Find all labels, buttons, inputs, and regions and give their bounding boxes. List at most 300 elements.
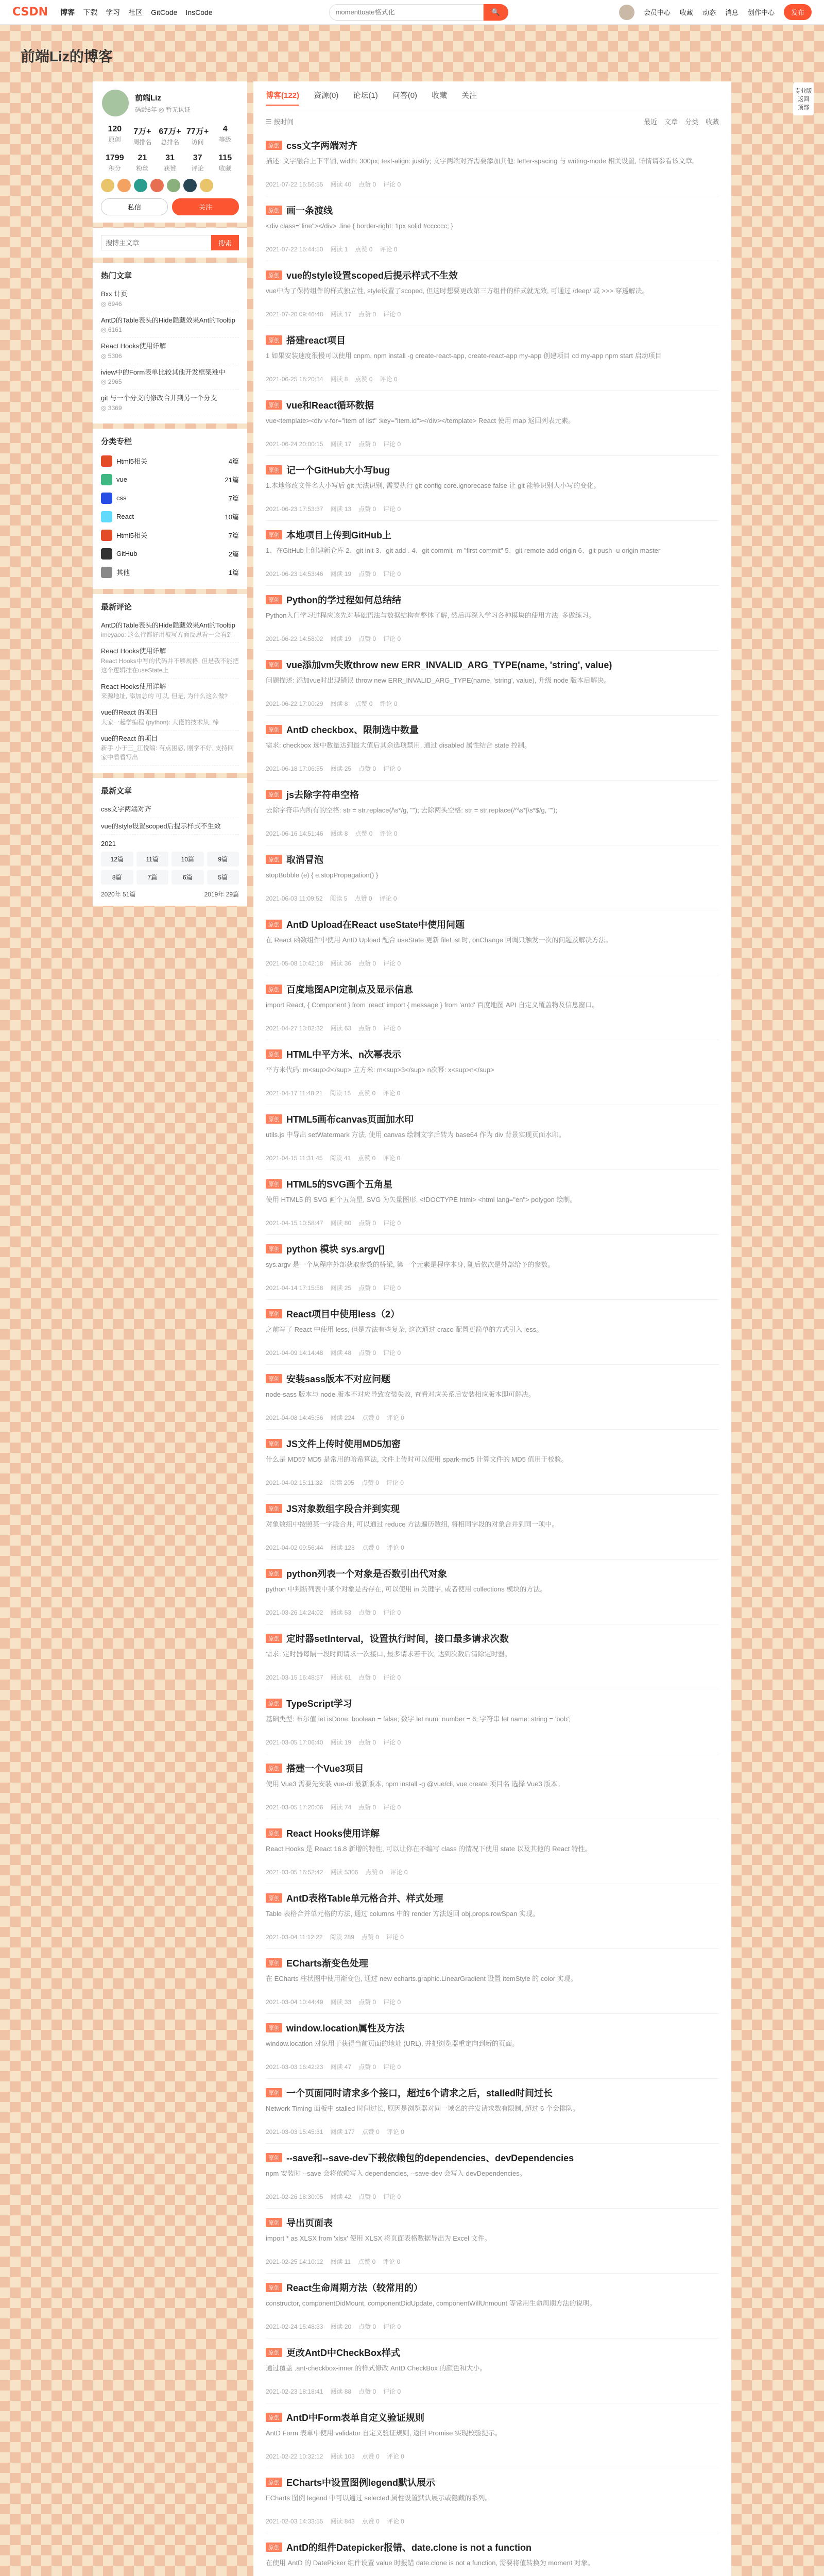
article-title[interactable]: React生命周期方法（较常用的） (286, 2283, 423, 2293)
article-date: 2021-03-03 15:45:31 (266, 2128, 323, 2136)
stat-label: 原创 (108, 136, 121, 143)
article-date: 2021-03-15 16:48:57 (266, 1674, 323, 1681)
badge-icon[interactable] (150, 179, 164, 192)
article-comments: 评论 0 (386, 1414, 404, 1421)
follow-button[interactable]: 关注 (172, 198, 239, 215)
article-comments: 评论 0 (386, 2453, 404, 2460)
article-item[interactable] (266, 131, 719, 196)
article-likes: 点赞 0 (355, 376, 373, 383)
message-button[interactable]: 私信 (101, 198, 168, 215)
comment-text: imeyaoo: 这么行都好用被写方面反思看一会看到 (101, 631, 233, 638)
badge-icon[interactable] (117, 179, 131, 192)
comment-item[interactable] (101, 617, 239, 643)
article-item[interactable] (266, 521, 719, 586)
article-desc: vue中为了保持组件的样式独立性, style设置了scoped, 但这时想要更改第三方组件的样式就无效, 可通过 /deep/ 或 >>> 穿透解决。 (266, 287, 649, 295)
nav-link[interactable]: GitCode (151, 8, 178, 16)
article-item[interactable] (266, 2079, 719, 2144)
article-title[interactable]: ECharts中设置图例legend默认展示 (286, 2478, 436, 2488)
comment-text: React Hooks中写的代码并不够规格, 但是我不能把这个逻辑挂在useState上 (101, 657, 239, 674)
article-likes: 点赞 0 (358, 1349, 376, 1357)
article-item[interactable] (266, 391, 719, 456)
badge-icon[interactable] (134, 179, 147, 192)
side-tool[interactable]: 返回 (798, 96, 809, 103)
sub-tab[interactable]: 分类 (684, 118, 698, 126)
category-name: Html5相关 (116, 532, 147, 539)
article-item[interactable] (266, 1170, 719, 1235)
article-comments: 评论 0 (380, 830, 398, 837)
category-count: 2篇 (228, 550, 239, 558)
sub-tab[interactable]: 文章 (664, 118, 678, 126)
article-date: 2021-02-03 14:33:55 (266, 2518, 323, 2525)
article-desc: vue<template><div v-for="item of list" :key="item.id"></div></template> React 使用 map 返回列表元素。 (266, 417, 575, 425)
category-name: Html5相关 (116, 457, 147, 465)
article-views: 阅读 11 (330, 2258, 351, 2265)
profile-sub: 码龄6年 ◎ 暂无认证 (135, 106, 191, 113)
category-item[interactable] (101, 563, 239, 582)
profile-stats (101, 125, 239, 146)
sort-by-time[interactable]: ☰ 按时间 (266, 118, 294, 126)
article-likes: 点赞 0 (358, 1998, 376, 2006)
latest-article-item[interactable]: vue的style设置scoped后提示样式不生效 (101, 818, 239, 835)
stat-item[interactable] (101, 154, 129, 173)
article-head (266, 2216, 719, 2229)
article-desc: utils.js 中导出 setWatermark 方法, 使用 canvas 绘制文字后转为 base64 作为 div 背景实现页面水印。 (266, 1131, 565, 1139)
stat-number: 77万+ (186, 127, 209, 136)
global-search-input[interactable] (329, 4, 484, 21)
article-title[interactable]: AntD表格Table单元格合并、样式处理 (286, 1893, 443, 1904)
article-likes: 点赞 0 (358, 765, 376, 772)
side-tool[interactable]: 专业版 (795, 88, 812, 94)
article-meta (266, 1413, 719, 1422)
sub-tabs (266, 111, 719, 131)
article-head (266, 268, 719, 282)
article-views: 阅读 74 (330, 1804, 352, 1811)
article-item[interactable] (266, 910, 719, 975)
article-desc: 在使用 AntD 的 DatePicker 组件设置 value 时报错 date.clone is not a function, 需要将值转换为 moment 对象。 (266, 2559, 594, 2567)
toolbar-link[interactable]: 收藏 (679, 9, 693, 16)
article-item[interactable] (266, 1430, 719, 1495)
stat-item[interactable] (184, 125, 212, 146)
latest-article-item[interactable]: css文字两端对齐 (101, 801, 239, 818)
csdn-logo[interactable]: CSDN (12, 6, 48, 19)
article-title[interactable]: AntD的组件Datepicker报错、date.clone is not a function (286, 2543, 532, 2553)
article-views: 阅读 48 (330, 1349, 352, 1357)
comment-article: vue的React 的项目 (101, 708, 158, 716)
article-comments: 评论 0 (383, 505, 401, 513)
article-date: 2021-02-23 18:18:41 (266, 2388, 323, 2395)
hot-article-item[interactable] (101, 338, 239, 364)
article-desc: 问题描述: 添加vue时出现错误 throw new ERR_INVALID_ARG_TYPE(name, 'string', value), 升级 node 版本后解决。 (266, 676, 611, 684)
article-title[interactable]: React Hooks使用详解 (286, 1828, 380, 1839)
content-tab[interactable]: 资源(0) (314, 91, 339, 100)
article-item[interactable] (266, 1365, 719, 1430)
publish-button[interactable]: 发布 (784, 4, 812, 20)
hot-article-item[interactable] (101, 286, 239, 312)
article-title[interactable]: AntD checkbox、限制选中数量 (286, 725, 419, 735)
article-title[interactable]: 记一个GitHub大小写bug (286, 465, 390, 476)
profile-avatar[interactable] (101, 89, 130, 117)
article-title[interactable]: --save和--save-dev下载依赖包的dependencies、devDependencies (286, 2153, 574, 2163)
article-likes: 点赞 0 (358, 505, 376, 513)
category-left (101, 511, 134, 522)
article-views: 阅读 8 (330, 376, 348, 383)
article-desc: 1 如果安装速度很慢可以使用 cnpm, npm install -g create-react-app, create-react-app my-app 创建项目 cd my-app npm start 启动项目 (266, 352, 662, 360)
stat-item[interactable] (129, 125, 157, 146)
stat-item[interactable] (211, 125, 239, 146)
article-meta (266, 1673, 719, 1682)
article-desc: 需求: checkbox 选中数量达到最大值后其余选项禁用, 通过 disabled 属性结合 state 控制。 (266, 741, 531, 749)
article-title[interactable]: Python的学过程如何总结结 (286, 595, 401, 605)
article-title[interactable]: React项目中使用less（2） (286, 1309, 400, 1319)
article-item[interactable] (266, 1040, 719, 1105)
article-item[interactable] (266, 845, 719, 910)
article-item[interactable] (266, 1624, 719, 1689)
article-head (266, 2540, 719, 2554)
article-item[interactable] (266, 1949, 719, 2014)
article-comments: 评论 0 (383, 570, 401, 578)
article-head (266, 2151, 719, 2164)
article-title[interactable]: 导出页面表 (286, 2218, 333, 2228)
article-desc: 通过覆盖 .ant-checkbox-inner 的样式修改 AntD CheckBox 的颜色和大小。 (266, 2364, 487, 2372)
badge-icon[interactable] (101, 179, 114, 192)
stat-item[interactable] (129, 154, 157, 173)
article-likes: 点赞 0 (358, 1090, 376, 1097)
stat-number: 4 (222, 125, 228, 133)
article-item[interactable] (266, 716, 719, 781)
article-title[interactable]: HTML5画布canvas页面加水印 (286, 1114, 414, 1125)
stat-number: 115 (218, 154, 232, 162)
article-views: 阅读 53 (330, 1609, 352, 1616)
stat-item[interactable] (211, 154, 239, 173)
article-meta (266, 1543, 719, 1552)
article-item[interactable] (266, 2468, 719, 2533)
hot-article-title: iview中的Form表单比较其他开发框架难中 (101, 368, 226, 376)
article-meta (266, 1154, 719, 1162)
article-head (266, 1307, 719, 1320)
article-title[interactable]: 百度地图API定制点及显示信息 (286, 985, 414, 995)
article-head (266, 1502, 719, 1515)
archive-year-item[interactable]: 2019年 29篇 (204, 891, 239, 898)
article-head (266, 2476, 719, 2489)
stat-item[interactable] (156, 125, 184, 146)
article-item[interactable] (266, 326, 719, 391)
category-name: React (116, 513, 134, 520)
category-left (101, 493, 127, 504)
article-views: 阅读 33 (330, 1998, 352, 2006)
archive-month[interactable]: 10篇 (171, 852, 204, 867)
article-date: 2021-02-22 10:32:12 (266, 2453, 323, 2460)
category-item[interactable] (101, 489, 239, 507)
article-date: 2021-06-24 20:00:15 (266, 440, 323, 448)
article-desc: 1.本地修改文件名大小写后 git 无法识别, 需要执行 git config core.ignorecase false 让 git 能够识别大小写的变化。 (266, 482, 600, 489)
article-comments: 评论 0 (383, 1284, 401, 1292)
article-title[interactable]: ECharts渐变色处理 (286, 1958, 369, 1969)
article-comments: 评论 0 (383, 2193, 401, 2200)
article-title[interactable]: vue和React循环数据 (286, 400, 374, 411)
article-item[interactable] (266, 2274, 719, 2338)
article-item[interactable] (266, 586, 719, 651)
comment-item[interactable] (101, 679, 239, 705)
article-item[interactable] (266, 1495, 719, 1560)
comment-item[interactable] (101, 704, 239, 731)
article-likes: 点赞 0 (358, 635, 376, 642)
article-tag: 原创 (266, 1699, 282, 1708)
article-title[interactable]: 更改AntD中CheckBox样式 (286, 2348, 401, 2358)
article-tag: 原创 (266, 400, 282, 410)
article-item[interactable] (266, 781, 719, 845)
article-item[interactable] (266, 1689, 719, 1754)
article-tag: 原创 (266, 2023, 282, 2032)
article-desc: Table 表格合并单元格的方法, 通过 columns 中的 render 方法返回 obj.props.rowSpan 实现。 (266, 1910, 539, 1918)
article-item[interactable] (266, 1754, 719, 1819)
category-item[interactable] (101, 507, 239, 526)
article-item[interactable] (266, 651, 719, 716)
sub-tab[interactable]: 收藏 (705, 118, 719, 126)
article-item[interactable] (266, 456, 719, 521)
article-title[interactable]: css文字两端对齐 (286, 141, 358, 151)
article-item[interactable] (266, 1560, 719, 1624)
nav-link[interactable]: InsCode (185, 8, 213, 16)
archive-month[interactable]: 5篇 (207, 870, 239, 885)
article-tag: 原创 (266, 2348, 282, 2357)
article-head (266, 788, 719, 801)
archive-grid (101, 852, 239, 885)
sub-tab[interactable]: 最近 (643, 118, 657, 126)
category-left (101, 530, 147, 541)
article-title[interactable]: TypeScript学习 (286, 1699, 352, 1709)
blog-search-input[interactable] (101, 235, 211, 250)
article-meta (266, 569, 719, 578)
article-views: 阅读 19 (330, 635, 352, 642)
article-meta (266, 375, 719, 383)
hot-articles-card (93, 263, 247, 423)
article-item[interactable] (266, 196, 719, 261)
article-tag: 原创 (266, 725, 282, 734)
article-comments: 评论 0 (386, 2518, 404, 2525)
article-title[interactable]: 定时器setInterval，设置执行时间，接口最多请求次数 (286, 1634, 509, 1644)
article-item[interactable] (266, 1300, 719, 1365)
article-item[interactable] (266, 2014, 719, 2079)
badge-icon[interactable] (167, 179, 180, 192)
article-views: 阅读 15 (330, 1090, 351, 1097)
article-title[interactable]: 画一条渡线 (286, 206, 333, 216)
hot-article-item[interactable] (101, 390, 239, 416)
category-icon (101, 493, 112, 504)
article-title[interactable]: AntD中Form表单自定义验证规则 (286, 2413, 424, 2423)
article-likes: 点赞 0 (358, 2388, 376, 2395)
article-date: 2021-06-23 17:53:37 (266, 505, 323, 513)
article-title[interactable]: window.location属性及方法 (286, 2023, 405, 2033)
article-meta (266, 1933, 719, 1941)
article-comments: 评论 0 (383, 765, 401, 772)
article-item[interactable] (266, 1105, 719, 1170)
archive-month[interactable]: 8篇 (101, 870, 133, 885)
article-head (266, 204, 719, 217)
article-meta (266, 634, 719, 643)
article-title[interactable]: 搭建react项目 (286, 335, 346, 346)
toolbar-link[interactable]: 消息 (725, 9, 739, 16)
hot-article-item[interactable] (101, 312, 239, 338)
article-date: 2021-04-14 17:15:58 (266, 1284, 323, 1292)
article-meta (266, 1283, 719, 1292)
hot-article-item[interactable] (101, 364, 239, 391)
article-title[interactable]: JS文件上传时使用MD5加密 (286, 1439, 401, 1449)
profile-card (93, 81, 247, 223)
article-item[interactable] (266, 2144, 719, 2209)
stat-item[interactable] (156, 154, 184, 173)
article-title[interactable]: AntD Upload在React useState中使用问题 (286, 920, 465, 930)
nav-link[interactable]: 下载 (83, 8, 98, 16)
article-desc: stopBubble (e) { e.stopPropagation() } (266, 871, 379, 879)
category-icon (101, 474, 112, 485)
article-views: 阅读 61 (330, 1674, 352, 1681)
stat-item[interactable] (184, 154, 212, 173)
article-tag: 原创 (266, 465, 282, 474)
article-item[interactable] (266, 1235, 719, 1300)
article-desc: 在 React 函数组件中使用 AntD Upload 配合 useState 更新 fileList 时, onChange 回调只触发一次的问题及解决方法。 (266, 936, 612, 944)
nav-link[interactable]: 学习 (106, 8, 121, 16)
article-likes: 点赞 0 (358, 311, 376, 318)
archive-month[interactable]: 6篇 (171, 870, 204, 885)
article-views: 阅读 19 (330, 1739, 352, 1746)
article-head (266, 1891, 719, 1905)
article-title[interactable]: HTML5的SVG画个五角星 (286, 1179, 393, 1190)
blog-search-button[interactable]: 搜索 (211, 235, 239, 250)
article-views: 阅读 88 (330, 2388, 352, 2395)
side-tool[interactable]: 顶部 (798, 105, 809, 111)
stat-label: 周排名 (133, 139, 152, 146)
article-head (266, 1047, 719, 1061)
article-head (266, 1372, 719, 1385)
article-desc: 使用 HTML5 的 SVG 画个五角星, SVG 为矢量图形, <!DOCTYPE html> <html lang="en"> polygon 绘制。 (266, 1196, 577, 1204)
article-comments: 评论 0 (380, 246, 398, 253)
hot-article-title: git 与一个分支的修改合并到另一个分支 (101, 394, 217, 402)
article-item[interactable] (266, 2338, 719, 2403)
article-title[interactable]: 取消冒泡 (286, 855, 323, 865)
article-item[interactable] (266, 1884, 719, 1949)
article-title[interactable]: python 模块 sys.argv[] (286, 1244, 385, 1255)
stat-number: 31 (165, 154, 175, 162)
article-tag: 原创 (266, 1179, 282, 1189)
toolbar-link[interactable]: 动态 (702, 9, 716, 16)
toolbar-link[interactable]: 创作中心 (747, 9, 775, 16)
toolbar-link[interactable]: 会员中心 (643, 9, 671, 16)
article-comments: 评论 0 (386, 2128, 404, 2136)
article-item[interactable] (266, 2209, 719, 2274)
article-item[interactable] (266, 2533, 719, 2576)
category-item[interactable] (101, 545, 239, 563)
article-comments: 评论 0 (383, 2388, 401, 2395)
article-meta (266, 959, 719, 968)
article-comments: 评论 0 (383, 960, 401, 967)
category-item[interactable] (101, 526, 239, 545)
article-title[interactable]: js去除字符串空格 (286, 790, 359, 800)
top-nav (60, 7, 221, 18)
article-date: 2021-04-15 10:58:47 (266, 1219, 323, 1227)
article-desc: import * as XLSX from 'xlsx' 使用 XLSX 将页面表格数据导出为 Excel 文件。 (266, 2234, 491, 2242)
category-item[interactable] (101, 452, 239, 470)
archive-month[interactable]: 12篇 (101, 852, 133, 867)
user-avatar[interactable] (619, 5, 634, 20)
article-title[interactable]: 搭建一个Vue3项目 (286, 1764, 364, 1774)
archive-month[interactable]: 11篇 (136, 852, 169, 867)
stat-item[interactable] (101, 125, 129, 146)
article-meta (266, 1089, 719, 1097)
content-tab[interactable]: 关注 (461, 91, 477, 100)
category-left (101, 567, 130, 578)
nav-link[interactable]: 社区 (128, 8, 143, 16)
comment-item[interactable] (101, 731, 239, 766)
article-item[interactable] (266, 975, 719, 1040)
article-item[interactable] (266, 261, 719, 326)
article-meta (266, 439, 719, 448)
content-tab[interactable]: 论坛(1) (353, 91, 378, 100)
article-comments: 评论 0 (383, 1674, 401, 1681)
article-desc: python 中判断列表中某个对象是否存在, 可以使用 in 关键字, 或者使用 collections 模块的方法。 (266, 1585, 547, 1593)
article-item[interactable] (266, 2403, 719, 2468)
article-head (266, 593, 719, 606)
article-desc: 1、在GitHub上创建新仓库 2、git init 3、git add . 4、git commit -m "first commit" 5、git remote add origin 6、git push -u origin master (266, 547, 661, 554)
article-likes: 点赞 0 (358, 2063, 376, 2071)
article-title[interactable]: 一个页面同时请求多个接口，超过6个请求之后，stalled时间过长 (286, 2088, 553, 2098)
stat-label: 总排名 (160, 139, 179, 146)
article-comments: 评论 0 (380, 700, 398, 707)
article-desc: 对象数组中按照某一字段合并, 可以通过 reduce 方法遍历数组, 将相同字段的对象合并到同一项中。 (266, 1520, 559, 1528)
article-meta (266, 1997, 719, 2006)
latest-articles-card (93, 778, 247, 906)
article-likes: 点赞 0 (355, 246, 373, 253)
nav-link[interactable]: 博客 (60, 8, 75, 16)
article-title[interactable]: HTML中平方米、n次幂表示 (286, 1049, 401, 1060)
archive-year-item[interactable]: 2020年 51篇 (101, 891, 136, 898)
badge-icon[interactable] (200, 179, 213, 192)
comment-item[interactable] (101, 643, 239, 679)
article-meta (266, 829, 719, 838)
article-title[interactable]: vue的style设置scoped后提示样式不生效 (286, 270, 458, 281)
content-tab[interactable]: 博客(122) (266, 90, 299, 106)
stat-number: 21 (138, 154, 147, 162)
search-icon[interactable]: 🔍 (484, 4, 508, 21)
article-likes: 点赞 0 (358, 2323, 376, 2330)
content-tab[interactable]: 问答(0) (392, 91, 418, 100)
article-tag: 原创 (266, 1893, 282, 1903)
article-head (266, 2086, 719, 2099)
badge-icon[interactable] (183, 179, 197, 192)
article-tag: 原创 (266, 1828, 282, 1838)
article-comments: 评论 0 (386, 1934, 404, 1941)
article-comments: 评论 0 (383, 2063, 401, 2071)
category-item[interactable] (101, 470, 239, 489)
article-date: 2021-06-23 14:53:46 (266, 570, 323, 578)
article-likes: 点赞 0 (355, 700, 373, 707)
stat-number: 37 (193, 154, 202, 162)
archive-month[interactable]: 9篇 (207, 852, 239, 867)
article-title[interactable]: 本地项目上传到GitHub上 (286, 530, 391, 540)
article-title[interactable]: vue添加vm失败throw new ERR_INVALID_ARG_TYPE(name, 'string', value) (286, 660, 612, 670)
article-desc: 使用 Vue3 需要先安装 vue-cli 最新版本, npm install -g @vue/cli, vue create 项目名 选择 Vue3 版本。 (266, 1780, 564, 1788)
article-title[interactable]: python列表一个对象是否数引出代对象 (286, 1569, 447, 1579)
archive-month[interactable]: 7篇 (136, 870, 169, 885)
article-item[interactable] (266, 1819, 719, 1884)
content-tab[interactable]: 收藏 (432, 91, 448, 100)
article-date: 2021-04-08 14:45:56 (266, 1414, 323, 1421)
article-likes: 点赞 0 (362, 1414, 380, 1421)
article-title[interactable]: JS对象数组字段合并到实现 (286, 1504, 400, 1514)
profile-name[interactable]: 前端Liz (135, 94, 161, 103)
article-tag: 原创 (266, 206, 282, 215)
article-likes: 点赞 0 (362, 2128, 380, 2136)
article-title[interactable]: 安装sass版本不对应问题 (286, 1374, 391, 1384)
